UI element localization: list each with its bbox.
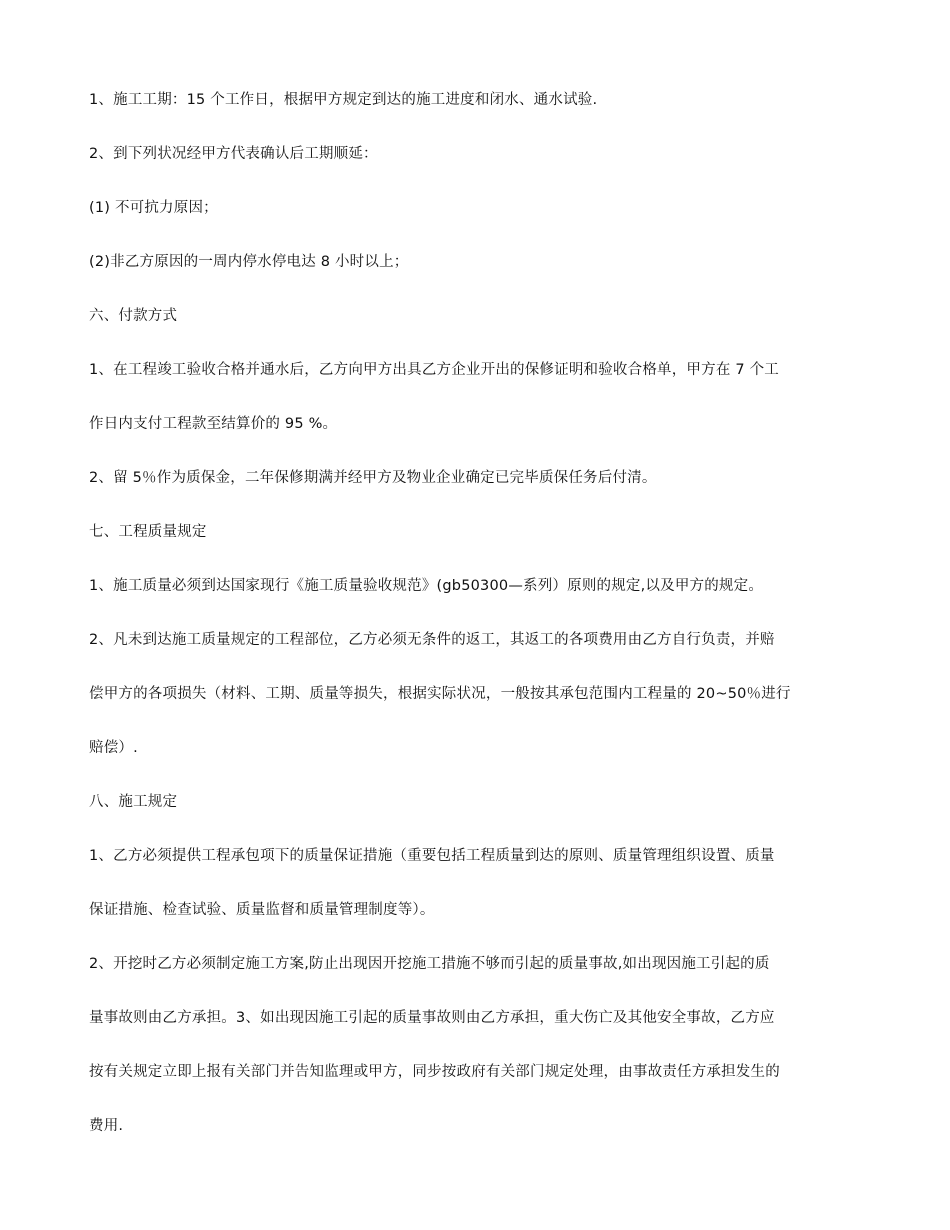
body-line: 2、留 5％作为质保金，二年保修期满并经甲方及物业企业确定已完毕质保任务后付清。: [89, 470, 657, 486]
body-line: (1) 不可抗力原因；: [89, 200, 218, 216]
body-line: 偿甲方的各项损失（材料、工期、质量等损失，根据实际状况，一般按其承包范围内工程量的 20~50％进行: [89, 686, 791, 702]
body-line: 2、开挖时乙方必须制定施工方案,防止出现因开挖施工措施不够而引起的质量事故,如出现因施工引起的质: [89, 956, 770, 972]
section-heading: 七、工程质量规定: [89, 524, 207, 540]
section-heading: 八、施工规定: [89, 794, 178, 810]
body-line: 1、乙方必须提供工程承包项下的质量保证措施（重要包括工程质量到达的原则、质量管理组织设置、质量: [89, 848, 775, 864]
body-line: 1、在工程竣工验收合格并通水后，乙方向甲方出具乙方企业开出的保修证明和验收合格单，甲方在 7 个工: [89, 362, 779, 378]
body-line: 1、施工工期：15 个工作日，根据甲方规定到达的施工进度和闭水、通水试验.: [89, 92, 598, 108]
section-heading: 六、付款方式: [89, 308, 178, 324]
document-body: [89, 86, 864, 1166]
body-line: 保证措施、检查试验、质量监督和质量管理制度等）。: [89, 902, 435, 918]
body-line: 作日内支付工程款至结算价的 95 %。: [89, 416, 338, 432]
body-line: 量事故则由乙方承担。3、如出现因施工引起的质量事故则由乙方承担，重大伤亡及其他安全事故，乙方应: [89, 1010, 775, 1026]
body-line: 费用.: [89, 1118, 124, 1134]
body-line: (2)非乙方原因的一周内停水停电达 8 小时以上；: [89, 254, 409, 270]
body-line: 赔偿）.: [89, 740, 138, 756]
body-line: 2、到下列状况经甲方代表确认后工期顺延：: [89, 146, 378, 162]
body-line: 1、施工质量必须到达国家现行《施工质量验收规范》(gb50300—系列）原则的规定,以及甲方的规定。: [89, 578, 764, 594]
body-line: 按有关规定立即上报有关部门并告知监理或甲方，同步按政府有关部门规定处理，由事故责任方承担发生的: [89, 1064, 780, 1080]
body-line: 2、凡未到达施工质量规定的工程部位，乙方必须无条件的返工，其返工的各项费用由乙方自行负责，并赔: [89, 632, 775, 648]
